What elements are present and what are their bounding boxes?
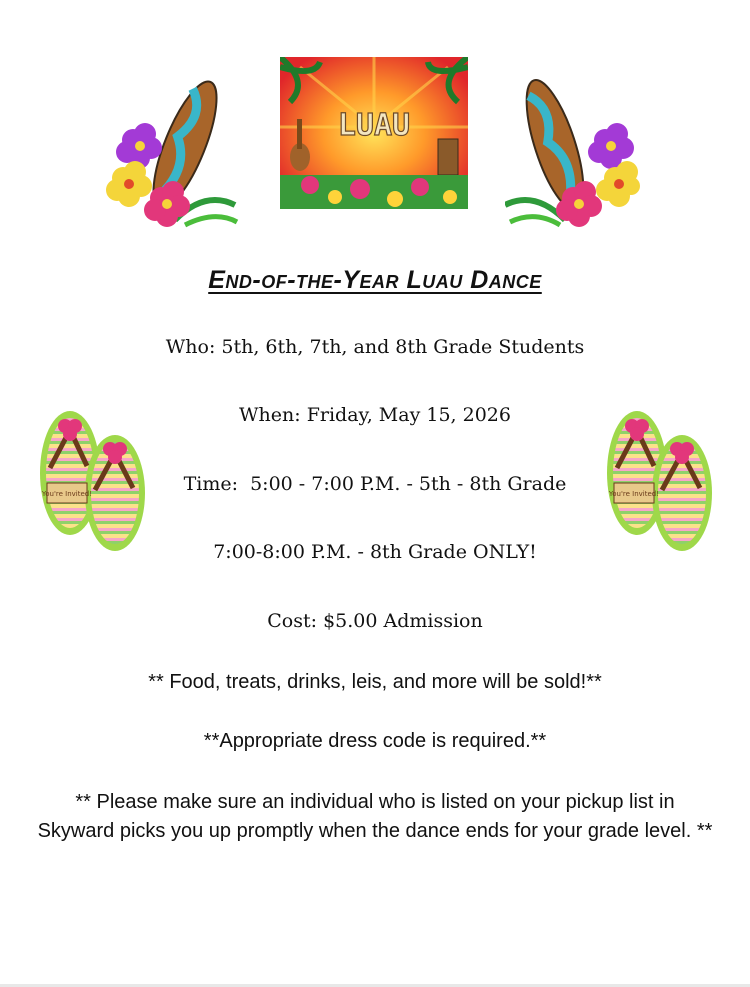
banner-text: LUAU xyxy=(337,108,411,143)
dress-code-note: **Appropriate dress code is required.** xyxy=(203,730,547,752)
when-line: When: Friday, May 15, 2026 xyxy=(239,404,511,426)
time-line: Time: 5:00 - 7:00 P.M. - 5th - 8th Grade xyxy=(183,473,567,495)
flyer-title-text: End-of-the-Year Luau Dance xyxy=(208,266,542,294)
invite-tag: You're Invited! xyxy=(41,490,93,498)
surfboard-hibiscus-icon xyxy=(505,70,640,230)
flyer-title xyxy=(0,266,750,295)
pickup-note: ** Please make sure an individual who is listed on your pickup list in Skyward picks you up promptly when the dance ends for your grade level. ** xyxy=(37,791,713,842)
cost-line: Cost: $5.00 Admission xyxy=(267,610,483,632)
food-note: ** Food, treats, drinks, leis, and more will be sold!** xyxy=(148,671,602,693)
invite-tag: You're Invited! xyxy=(608,490,660,498)
time-8th-line: 7:00-8:00 P.M. - 8th Grade ONLY! xyxy=(213,541,537,563)
luau-banner-image xyxy=(280,57,468,209)
surfboard-hibiscus-icon xyxy=(105,70,240,230)
who-line: Who: 5th, 6th, 7th, and 8th Grade Students xyxy=(165,336,585,358)
